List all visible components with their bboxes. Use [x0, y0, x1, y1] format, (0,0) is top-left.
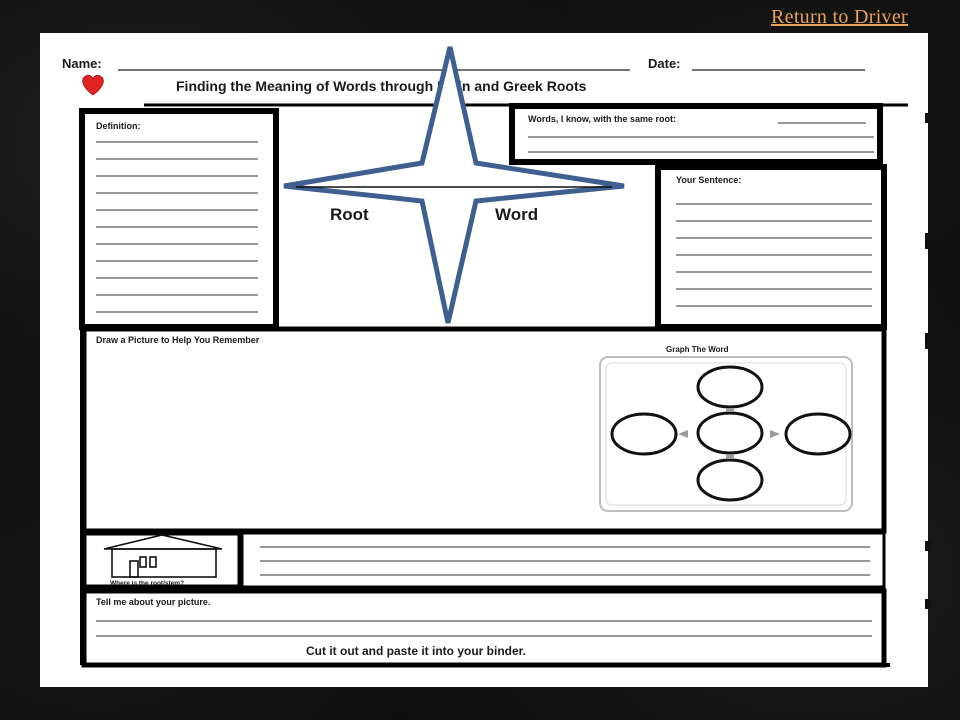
- graph-oval-right: [786, 414, 850, 454]
- edge-mark: [925, 233, 931, 249]
- graph-oval-center: [698, 413, 762, 453]
- draw-picture-box: [84, 329, 884, 531]
- return-to-driver-link[interactable]: Return to Driver: [771, 6, 908, 28]
- house-icon: [104, 535, 222, 577]
- graph-oval-left: [612, 414, 676, 454]
- house-caption: Where is the root/stem?: [110, 580, 185, 587]
- worksheet-title: Finding the Meaning of Words through Latin and Greek Roots: [176, 78, 587, 94]
- edge-mark: [925, 599, 931, 609]
- graph-oval-top: [698, 367, 762, 407]
- word-label: Word: [495, 205, 539, 224]
- house-lines-box: [242, 533, 884, 587]
- graph-oval-bottom: [698, 460, 762, 500]
- tell-me-lines: [96, 621, 872, 636]
- heart-icon: [83, 75, 104, 95]
- words-lines: [528, 123, 874, 152]
- date-label: Date:: [648, 56, 681, 71]
- edge-mark: [925, 333, 931, 349]
- sentence-box: [658, 167, 884, 327]
- sentence-label: Your Sentence:: [676, 175, 742, 185]
- edge-mark: [925, 541, 931, 551]
- draw-picture-label: Draw a Picture to Help You Remember: [96, 335, 260, 345]
- worksheet-page: [40, 33, 928, 687]
- footer-instruction: Cut it out and paste it into your binder.: [306, 644, 526, 658]
- sentence-lines: [676, 204, 872, 306]
- root-label: Root: [330, 205, 369, 224]
- house-lines: [260, 547, 870, 575]
- tell-me-label: Tell me about your picture.: [96, 597, 211, 607]
- name-label: Name:: [62, 56, 102, 71]
- edge-mark: [925, 113, 931, 123]
- graph-word-ovals: [612, 367, 850, 500]
- words-label: Words, I know, with the same root:: [528, 114, 677, 124]
- definition-lines: [96, 142, 258, 312]
- worksheet-canvas: [40, 33, 928, 687]
- definition-label: Definition:: [96, 121, 141, 131]
- graph-word-label: Graph The Word: [666, 345, 729, 354]
